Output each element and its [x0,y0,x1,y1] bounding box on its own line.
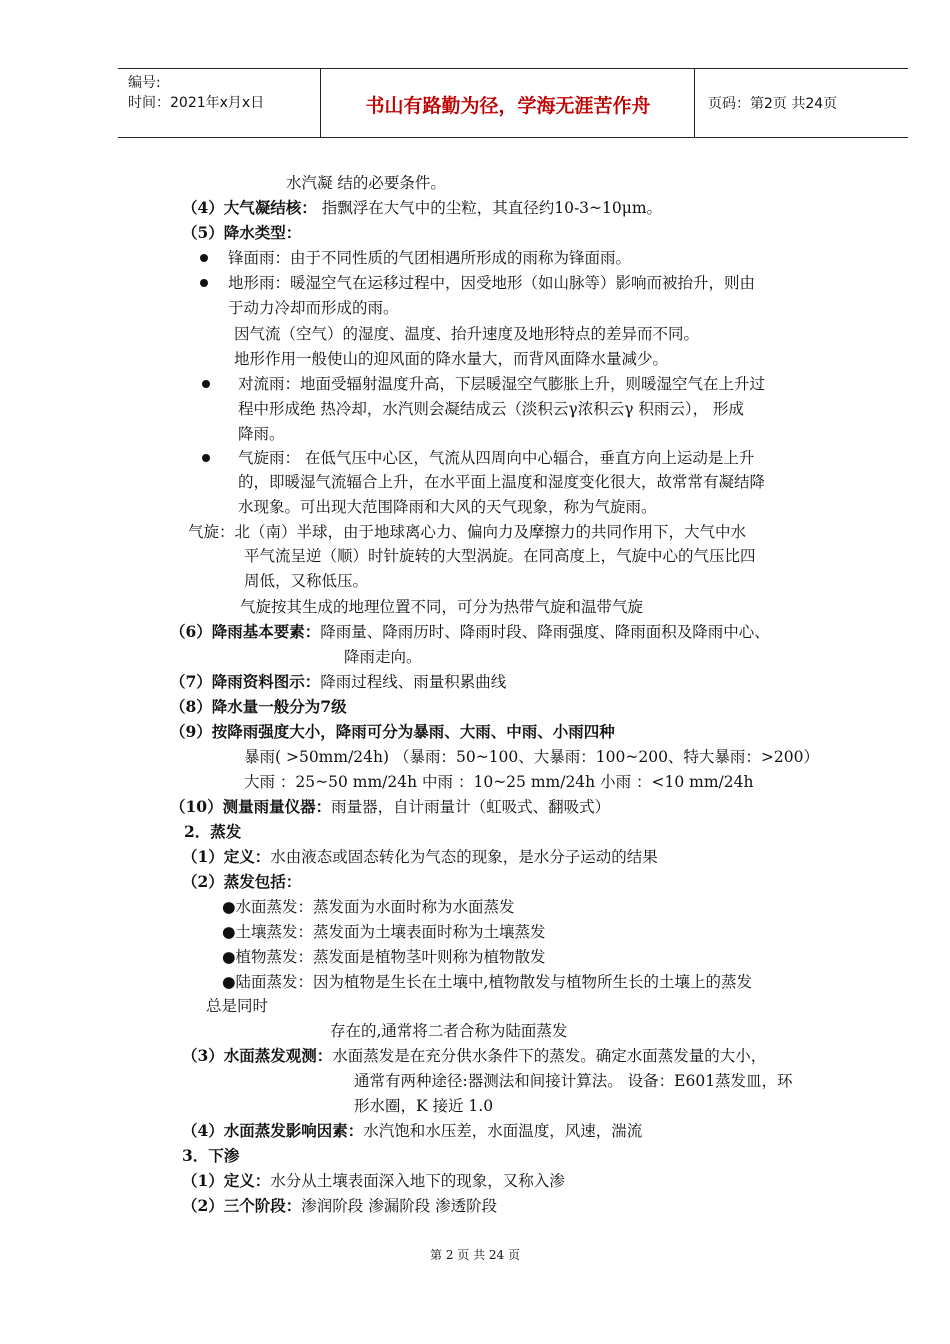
line-text: 存在的,通常将二者合称为陆面蒸发 [330,1022,568,1040]
text-line [240,597,643,617]
text-line [206,996,268,1016]
line-text: 水由液态或固态转化为气态的现象，是水分子运动的结果 [270,848,658,866]
text-line [286,173,446,193]
line-text: 地形作用一般使山的迎风面的降水量大，而背风面降水量减少。 [234,350,669,368]
text-line [330,1021,567,1041]
text-line [182,1046,766,1066]
text-line [238,497,657,517]
line-text: ●土壤蒸发：蒸发面为土壤表面时称为土壤蒸发 [222,923,546,941]
text-line [238,424,285,444]
text-line [244,772,753,792]
line-text: 的，即暖湿气流辐合上升，在水平面上温度和湿度变化很大，故常常有凝结降 [238,473,766,491]
header-motto: 书山有路勤为径，学海无涯苦作舟 [365,95,651,117]
line-text: 锋面雨：由于不同性质的气团相遇所形成的雨称为锋面雨。 [228,249,632,267]
bold-heading: 3．下渗 [182,1146,240,1165]
bold-heading: （2）蒸发包括： [182,872,302,891]
text-line [222,897,515,917]
line-text: 水面蒸发是在充分供水条件下的蒸发。确定水面蒸发量的大小， [332,1047,767,1065]
text-line [238,399,744,419]
line-text: 雨量器，自计雨量计（虹吸式、翻吸式） [331,798,611,816]
text-line [170,697,347,717]
bold-heading: （6）降雨基本要素： [170,622,321,641]
line-text: 气旋：北（南）半球，由于地球离心力、偏向力及摩擦力的共同作用下，大气中水 [188,523,747,541]
text-line [182,847,658,867]
text-line [234,349,668,369]
text-line [238,472,765,492]
line-text: 降雨量、降雨历时、降雨时段、降雨强度、降雨面积及降雨中心、 [320,623,770,641]
line-text: 气旋雨： 在低气压中心区，气流从四周向中心辐合，垂直方向上运动是上升 [238,449,755,467]
text-line [182,1121,642,1141]
bold-heading: （1）定义： [182,1171,271,1190]
text-line [182,1196,497,1216]
line-text: ●陆面蒸发：因为植物是生长在土壤中,植物散发与植物所生长的土壤上的蒸发 [222,973,752,991]
text-line [170,622,770,642]
text-line [182,1146,239,1166]
text-line [222,922,546,942]
text-line [244,571,368,591]
text-line [228,248,631,268]
line-text: 周低，又称低压。 [244,572,369,590]
line-text: 总是同时 [206,997,269,1015]
text-line [238,374,765,394]
line-text: 气旋按其生成的地理位置不同，可分为热带气旋和温带气旋 [240,598,644,616]
bold-heading: （8）降水量一般分为7级 [170,697,347,716]
text-line [354,1071,793,1091]
line-text: 对流雨：地面受辐射温度升高，下层暖湿空气膨胀上升，则暖湿空气在上升过 [238,375,766,393]
bullet-icon [202,454,210,462]
line-text: 平气流呈逆（顺）时针旋转的大型涡旋。在同高度上，气旋中心的气压比四 [244,547,756,565]
bold-heading: （10）测量雨量仪器： [170,797,332,816]
line-text: 通常有两种途径:器测法和间接计算法。 设备：E601蒸发皿，环 [354,1072,793,1090]
bullet-icon [202,380,210,388]
text-line [344,647,422,667]
bold-heading: （9）按降雨强度大小，降雨可分为暴雨、大雨、中雨、小雨四种 [170,722,615,741]
bold-heading: 2．蒸发 [184,822,242,841]
text-line [170,672,506,692]
line-text: 水分从土壤表面深入地下的现象，又称入渗 [270,1172,565,1190]
text-line [244,546,756,566]
header-page-info: 页码：第2页 共24页 [708,96,838,112]
line-text: 降雨。 [238,425,285,443]
text-line [182,223,301,243]
text-line [222,947,546,967]
bold-heading: （4）水面蒸发影响因素： [182,1121,364,1140]
text-line [182,198,662,218]
text-line [238,448,754,468]
line-text: 渗润阶段 渗漏阶段 渗透阶段 [301,1197,498,1215]
line-text: 因气流（空气）的湿度、温度、抬升速度及地形特点的差异而不同。 [234,325,700,343]
line-text: 形水圈，K 接近 1.0 [354,1097,494,1115]
line-text: 降雨过程线、雨量积累曲线 [320,673,507,691]
text-line [182,872,301,892]
line-text: 大雨 ：25~50 mm/24h 中雨 ：10~25 mm/24h 小雨 ：<10 mm/24h [244,773,754,791]
line-text: 暴雨( >50mm/24h) （暴雨：50~100、大暴雨：100~200、特大暴雨：>200） [244,748,820,766]
bullet-icon [200,279,208,287]
line-text: 于动力冷却而形成的雨。 [228,299,399,317]
line-text: 降雨走向。 [344,648,422,666]
line-text: 地形雨：暖湿空气在运移过程中，因受地形（如山脉等）影响而被抬升，则由 [228,274,756,292]
line-text: 指飘浮在大气中的尘粒，其直径约10-3~10μm。 [316,199,663,217]
text-line [182,1171,565,1191]
line-text: ●水面蒸发：蒸发面为水面时称为水面蒸发 [222,898,515,916]
bold-heading: （2）三个阶段： [182,1196,302,1215]
text-line [188,522,746,542]
text-line [170,722,615,742]
line-text: 水汽凝 结的必要条件。 [286,174,446,192]
bold-heading: （5）降水类型： [182,223,302,242]
text-line [184,822,241,842]
text-line [170,797,610,817]
text-line [354,1096,493,1116]
line-text: 程中形成绝 热冷却，水汽则会凝结成云（淡积云γ浓积云γ 积雨云）， 形成 [238,400,745,418]
line-text: ●植物蒸发：蒸发面是植物茎叶则称为植物散发 [222,948,546,966]
text-line [222,972,752,992]
bold-heading: （3）水面蒸发观测： [182,1046,333,1065]
text-line [244,747,819,767]
bold-heading: （1）定义： [182,847,271,866]
line-text: 水现象。可出现大范围降雨和大风的天气现象，称为气旋雨。 [238,498,657,516]
bold-heading: （7）降雨资料图示： [170,672,321,691]
bullet-icon [200,254,208,262]
line-text: 水汽饱和水压差，水面温度，风速，湍流 [363,1122,643,1140]
text-line [228,298,399,318]
doc-time-label: 时间：2021年x月x日 [128,95,265,111]
bold-heading: （4）大气凝结核： [182,198,317,217]
doc-number-label: 编号: [128,75,161,91]
page-footer: 第 2 页 共 24 页 [430,1248,520,1262]
text-line [228,273,755,293]
text-line [234,324,699,344]
